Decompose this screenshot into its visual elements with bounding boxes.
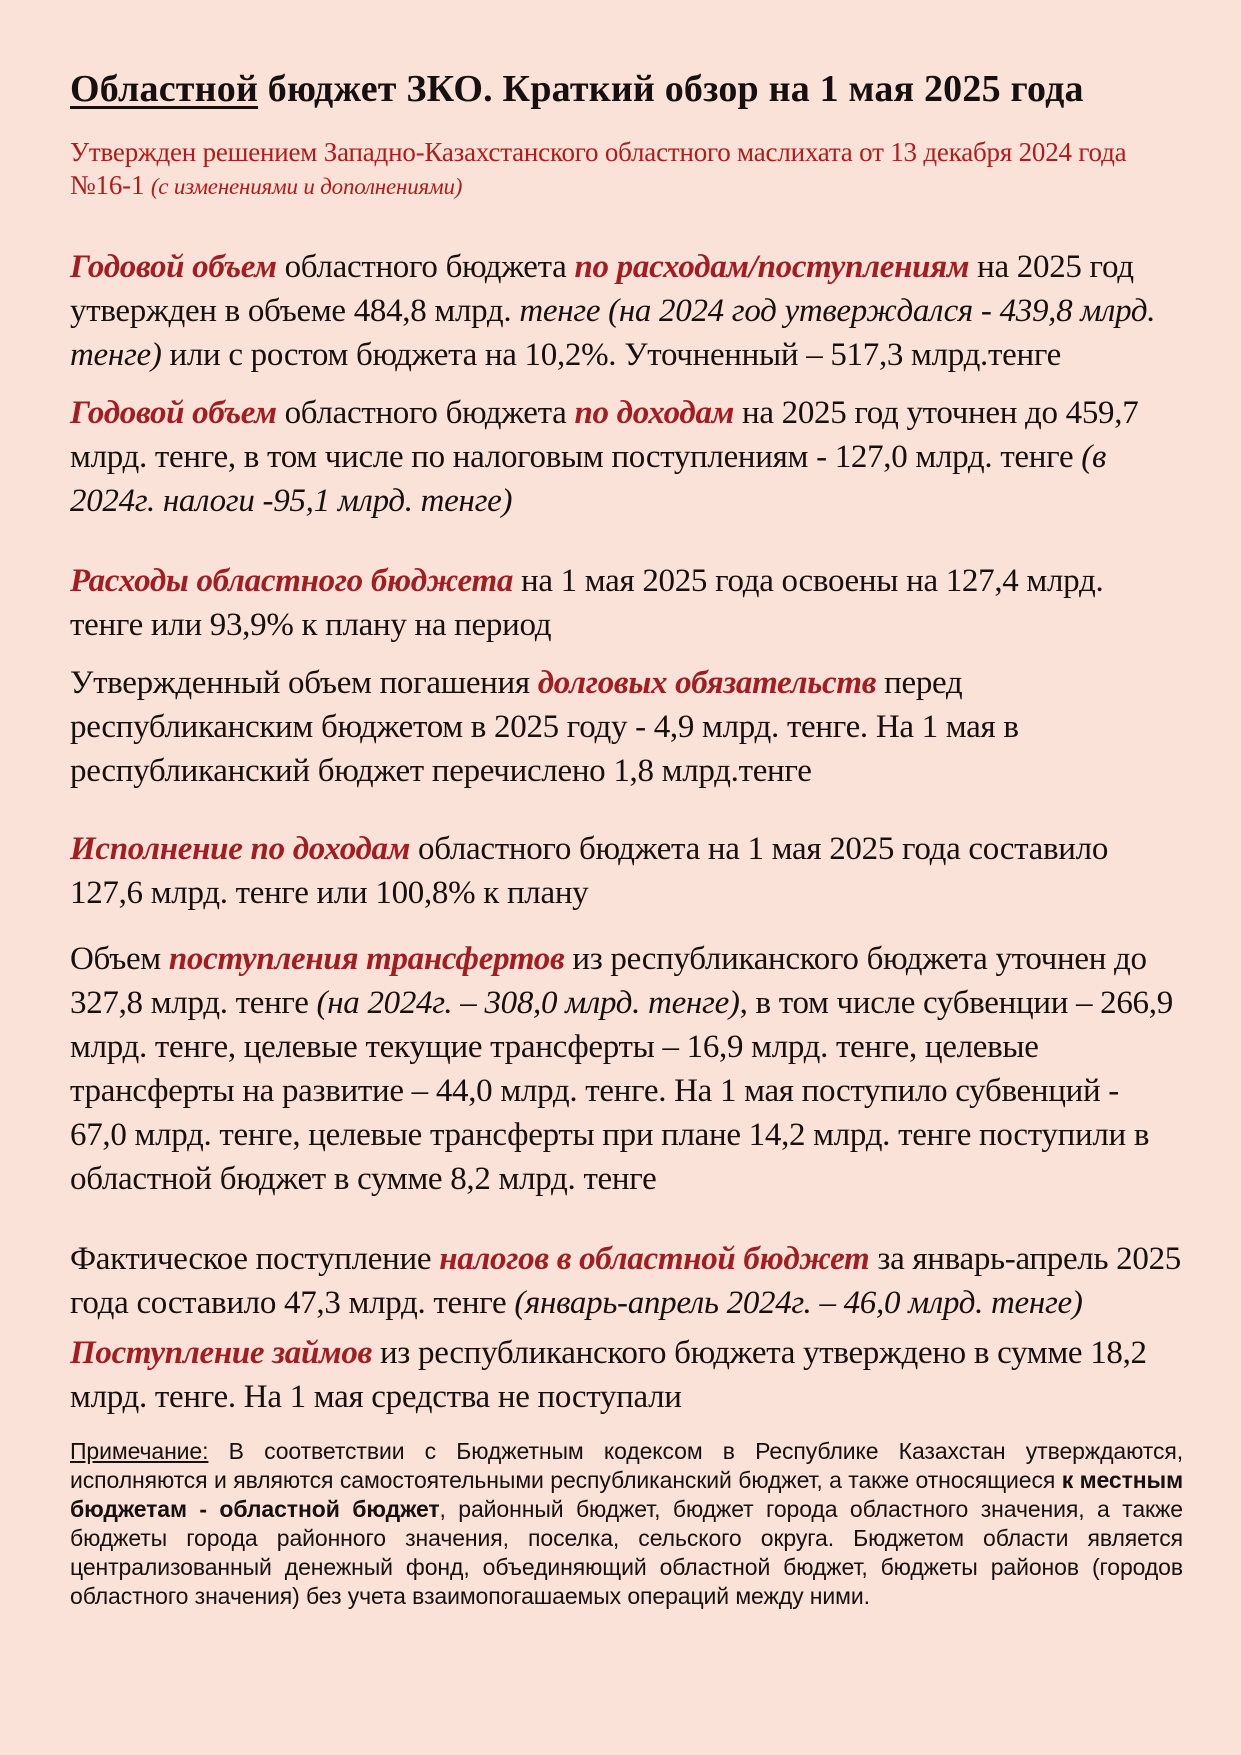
text-run: областного бюджета на 1 мая 2025 года составило 127,6 млрд. тенге или 100,8% к плану — [70, 831, 1109, 911]
text-run: (январь-апрель 2024г. – 46,0 млрд. тенге) — [514, 1285, 1083, 1321]
text-run: Утвержденный объем погашения — [70, 665, 538, 701]
text-run: по расходам/поступлениям — [574, 249, 970, 285]
text-run: перед республиканским бюджетом в 2025 году - 4,9 млрд. тенге. На 1 мая в республиканский бюджет перечислено 1,8 млрд.тенге — [70, 665, 1019, 789]
text-run: областного бюджета — [276, 395, 575, 431]
text-run: налогов в областной бюджет — [439, 1241, 870, 1277]
text-run: Утвержден решением Западно-Казахстанского областного маслихата от 13 декабря 2024 года №16-1 — [70, 137, 1127, 200]
text-run: из республиканского бюджета утверждено в сумме 18,2 млрд. тенге. На 1 мая средства не поступали — [70, 1335, 1147, 1415]
title-rest: бюджет ЗКО. Краткий обзор на 1 мая 2025 года — [258, 68, 1084, 110]
body-paragraphs — [70, 245, 1183, 1419]
paragraph-tax-receipts — [70, 1237, 1183, 1325]
approval-note — [70, 136, 1183, 203]
text-run: Годовой объем — [70, 249, 277, 285]
text-run: по доходам — [574, 395, 735, 431]
text-run: Расходы областного бюджета — [70, 563, 514, 599]
text-run: Поступление займов — [70, 1335, 372, 1371]
text-run: поступления трансфертов — [168, 941, 565, 977]
text-run: (с изменениями и дополнениями) — [150, 174, 463, 199]
text-run: или с ростом бюджета на 10,2%. Уточненный – 517,3 млрд.тенге — [161, 337, 1061, 373]
paragraph-loan-receipts — [70, 1331, 1183, 1419]
text-run: Примечание: — [70, 1438, 209, 1464]
text-run: к местным бюджетам - областной бюджет — [70, 1467, 1184, 1522]
footnote — [70, 1437, 1183, 1611]
text-run: , в том числе субвенции – 266,9 млрд. тенге, целевые текущие трансферты – 16,9 млрд. тенге, целевые трансферты на развитие – 44,0 млрд. тенге. На 1 мая поступило субвенций - 67,0 млрд. тенге, целевые трансферты при плане 14,2 млрд. тенге поступили в областной бюджет в сумме 8,2 млрд. тенге — [70, 985, 1173, 1197]
text-run: Фактическое поступление — [70, 1241, 440, 1277]
text-run: , районный бюджет, бюджет города областного значения, а также бюджеты города районного значения, поселка, сельского округа. Бюджетом области является централизованный денежный фонд, объединяющий областной бюджет, бюджеты районов (городов областного значения) без учета взаимопогашаемых операций между ними. — [70, 1496, 1183, 1609]
text-run: долговых обязательств — [537, 665, 877, 701]
title-underlined-word: Областной — [70, 68, 259, 110]
paragraph-annual-volume-revenues — [70, 391, 1183, 523]
paragraph-debt-obligations-repayment — [70, 661, 1183, 793]
text-run: (на 2024г. – 308,0 млрд. тенге) — [316, 985, 740, 1021]
paragraph-budget-expenses-execution — [70, 559, 1183, 647]
paragraph-transfers-receipts — [70, 937, 1183, 1201]
text-run: тенге (на 2024 год утверждался - 439,8 млрд. тенге) — [70, 293, 1156, 373]
text-run: на 2025 год уточнен до 459,7 млрд. тенге, в том числе по налоговым поступлениям - 127,0 млрд. тенге — [70, 395, 1139, 475]
text-run: Годовой объем — [70, 395, 277, 431]
paragraph-annual-volume-expenditures — [70, 245, 1183, 377]
text-run: областного бюджета — [276, 249, 575, 285]
text-run: (в 2024г. налоги -95,1 млрд. тенге) — [70, 439, 1106, 519]
text-run: Объем — [70, 941, 169, 977]
text-run: из республиканского бюджета уточнен до 327,8 млрд. тенге — [70, 941, 1147, 1021]
text-run: на 1 мая 2025 года освоены на 127,4 млрд. тенге или 93,9% к плану на период — [70, 563, 1104, 643]
text-run: Исполнение по доходам — [70, 831, 411, 867]
text-run: на 2025 год утвержден в объеме 484,8 млрд. — [70, 249, 1134, 329]
text-run: за январь-апрель 2025 года составило 47,3 млрд. тенге — [70, 1241, 1181, 1321]
text-run: В соответствии с Бюджетным кодексом в Республике Казахстан утверждаются, исполняются и являются самостоятельными республиканский бюджет, а также относящиеся — [70, 1438, 1183, 1493]
paragraph-revenues-execution — [70, 827, 1183, 915]
page-title — [70, 66, 1183, 112]
